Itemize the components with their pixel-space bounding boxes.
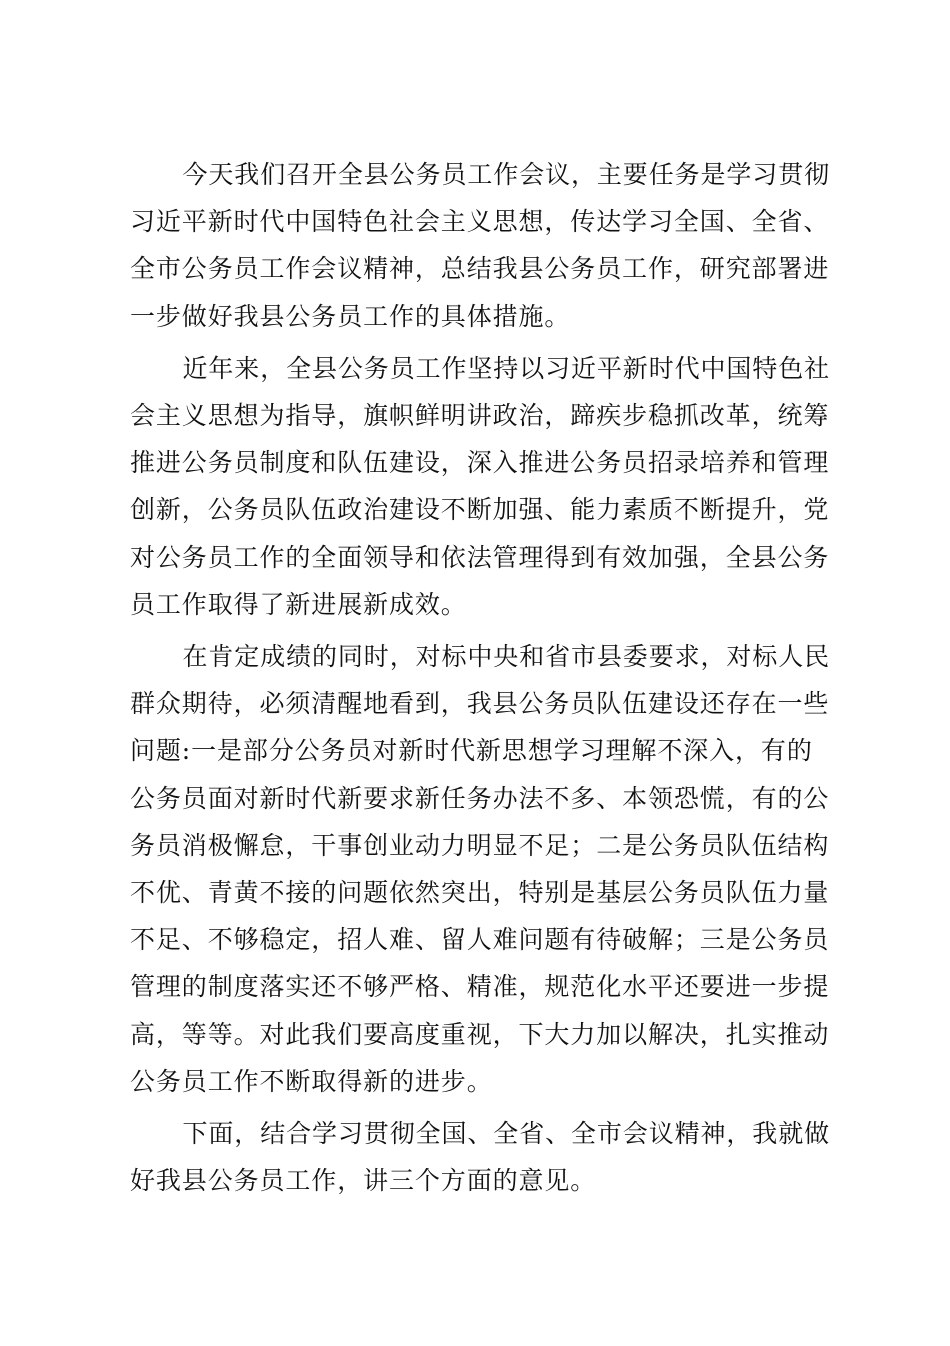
text-line: 群众期待，必须清醒地看到，我县公务员队伍建设还存在一些	[130, 689, 830, 719]
paragraph-meeting-purpose	[130, 151, 831, 340]
text-line: 高，等等。对此我们要高度重视，下大力加以解决，扎实推动	[130, 1019, 830, 1049]
paragraph-recent-progress	[130, 345, 831, 628]
text-line: 公务员面对新时代新要求新任务办法不多、本领恐慌，有的公	[130, 783, 830, 813]
text-line: 好我县公务员工作，讲三个方面的意见。	[130, 1166, 597, 1196]
text-line: 在肯定成绩的同时，对标中央和省市县委要求，对标人民	[182, 642, 831, 672]
paragraph-existing-problems	[130, 633, 831, 1105]
text-line: 员工作取得了新进展新成效。	[130, 589, 467, 619]
text-line: 创新，公务员队伍政治建设不断加强、能力素质不断提升，党	[130, 495, 830, 525]
text-line: 习近平新时代中国特色社会主义思想，传达学习全国、全省、	[130, 207, 830, 237]
text-line: 公务员工作不断取得新的进步。	[130, 1066, 493, 1096]
text-line: 不优、青黄不接的问题依然突出，特别是基层公务员队伍力量	[130, 878, 830, 908]
text-line: 下面，结合学习贯彻全国、全省、全市会议精神，我就做	[182, 1119, 831, 1149]
text-line: 会主义思想为指导，旗帜鲜明讲政治，蹄疾步稳抓改革，统筹	[130, 401, 830, 431]
text-line: 全市公务员工作会议精神，总结我县公务员工作，研究部署进	[130, 254, 830, 284]
text-line: 不足、不够稳定，招人难、留人难问题有待破解；三是公务员	[130, 925, 830, 955]
text-line: 问题:一是部分公务员对新时代新思想学习理解不深入，有的	[130, 736, 813, 766]
text-line: 一步做好我县公务员工作的具体措施。	[130, 301, 571, 331]
text-line: 管理的制度落实还不够严格、精准，规范化水平还要进一步提	[130, 972, 830, 1002]
paragraph-three-aspects	[130, 1110, 831, 1204]
text-line: 务员消极懈怠，干事创业动力明显不足；二是公务员队伍结构	[130, 830, 830, 860]
text-line: 对公务员工作的全面领导和依法管理得到有效加强，全县公务	[130, 542, 830, 572]
text-line: 近年来，全县公务员工作坚持以习近平新时代中国特色社	[182, 353, 831, 383]
text-line: 今天我们召开全县公务员工作会议，主要任务是学习贯彻	[182, 160, 831, 189]
document-body	[130, 151, 831, 1209]
text-line: 推进公务员制度和队伍建设，深入推进公务员招录培养和管理	[130, 448, 830, 478]
